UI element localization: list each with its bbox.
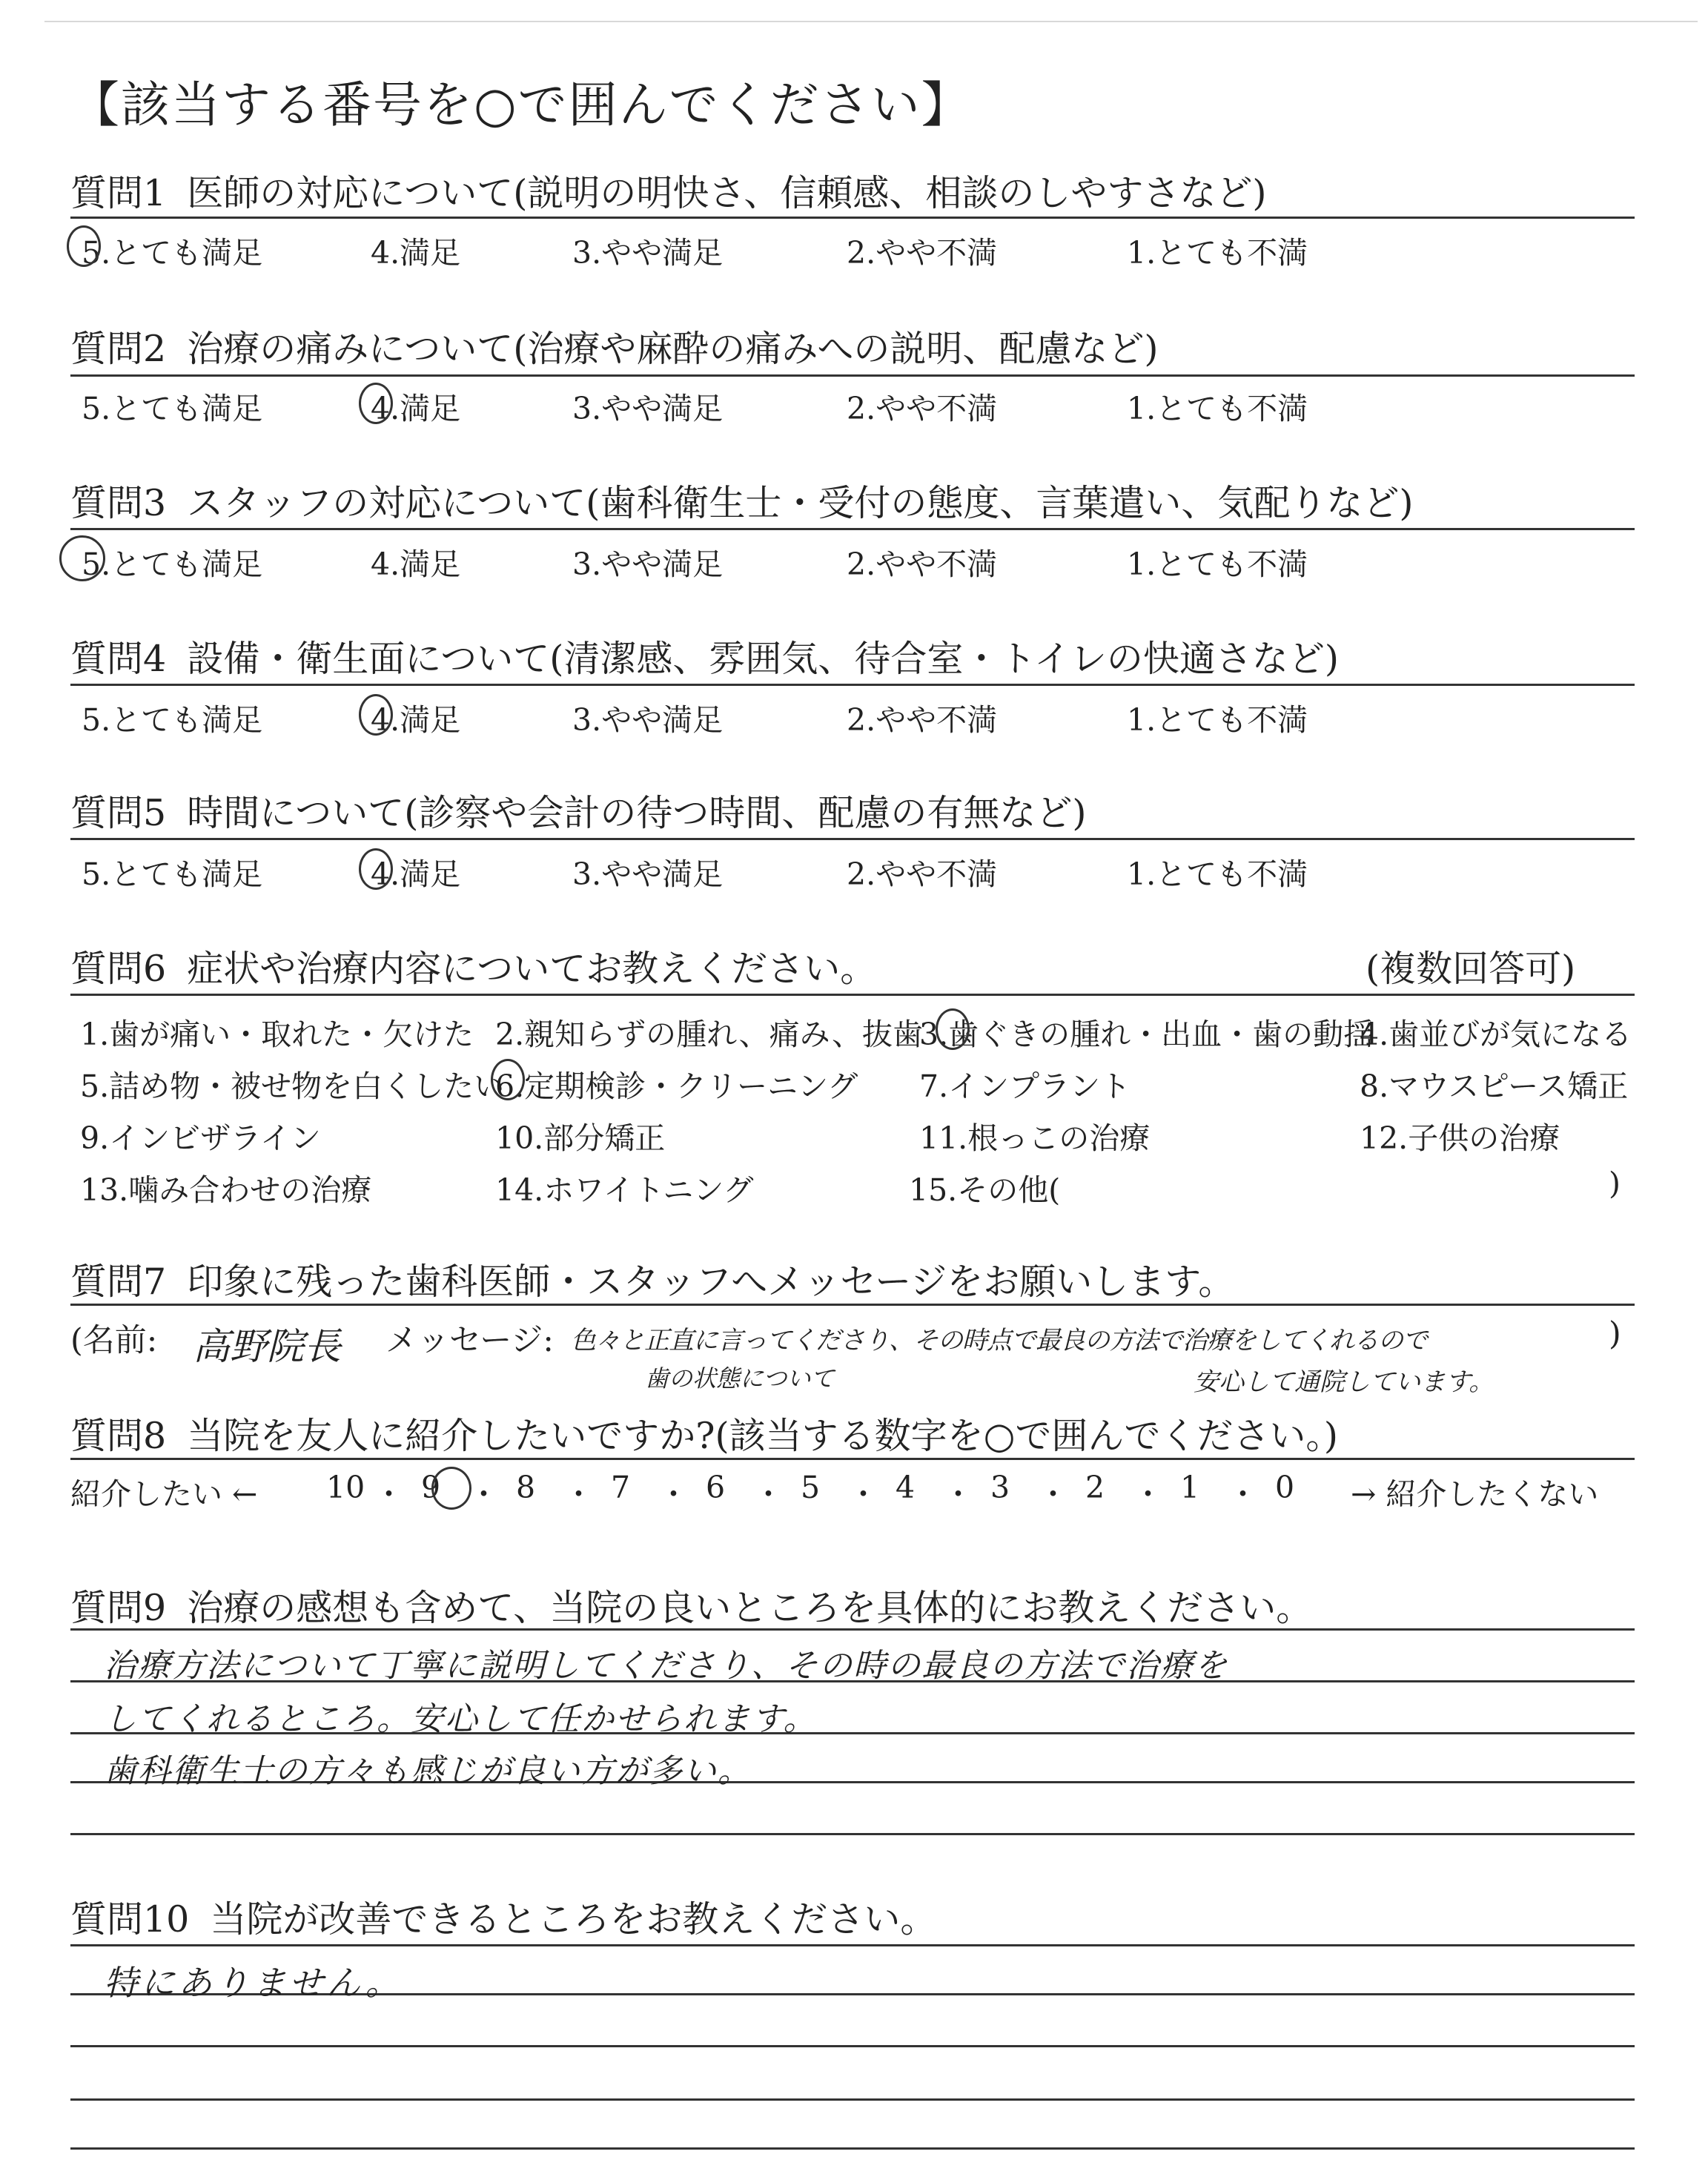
page-title: 【該当する番号を○で囲んでください】 bbox=[70, 76, 972, 133]
question-number: 質問10 bbox=[70, 1898, 190, 1941]
q6-option-6[interactable]: 6.定期検診・クリーニング bbox=[495, 1069, 858, 1104]
q6-option-7[interactable]: 7.インプラント bbox=[919, 1069, 1131, 1104]
q9-answer-line-2[interactable]: してくれるところ。安心して任かせられます。 bbox=[104, 1700, 818, 1738]
question-4 bbox=[70, 630, 1339, 682]
selection-circle bbox=[359, 383, 393, 424]
q1-option-4[interactable]: 4.満足 bbox=[371, 235, 461, 271]
question-number: 質問9 bbox=[70, 1587, 167, 1629]
q6-option-2[interactable]: 2.親知らずの腫れ、痛み、抜歯 bbox=[495, 1017, 924, 1052]
message-handwritten-line1[interactable]: 色々と正直に言ってくださり、その時点で最良の方法で治療をしてくれるので bbox=[571, 1326, 1427, 1355]
q6-option-9[interactable]: 9.インビザライン bbox=[80, 1120, 321, 1156]
q5-option-2[interactable]: 2.やや不満 bbox=[847, 856, 998, 892]
message-handwritten-insert: 歯の状態について bbox=[645, 1364, 835, 1393]
q3-option-1[interactable]: 1.とても不満 bbox=[1127, 546, 1308, 582]
question-text: 医師の対応について(説明の明快さ、信頼感、相談のしやすさなど) bbox=[187, 172, 1267, 214]
q9-answer-line-3[interactable]: 歯科衛生士の方々も感じが良い方が多い。 bbox=[104, 1752, 752, 1790]
answer-line bbox=[70, 2098, 1635, 2101]
scale-separator: ・ bbox=[563, 1476, 594, 1512]
question-text: 当院を友人に紹介したいですか?(該当する数字を○で囲んでください。) bbox=[187, 1415, 1338, 1457]
question-number: 質問6 bbox=[70, 948, 167, 990]
name-label: (名前: bbox=[70, 1322, 158, 1359]
name-value-handwritten[interactable]: 高野院長 bbox=[193, 1325, 341, 1368]
divider bbox=[70, 994, 1635, 996]
question-text: 印象に残った歯科医師・スタッフへメッセージをお願いします。 bbox=[187, 1261, 1235, 1303]
message-handwritten-line2[interactable]: 安心して通院しています。 bbox=[1194, 1367, 1494, 1397]
divider bbox=[70, 528, 1635, 530]
question-text: 症状や治療内容についてお教えください。 bbox=[187, 948, 877, 990]
selection-circle bbox=[936, 1008, 970, 1050]
q3-option-4[interactable]: 4.満足 bbox=[371, 546, 461, 582]
q6-option-12[interactable]: 12.子供の治療 bbox=[1360, 1120, 1560, 1156]
question-5 bbox=[70, 785, 1086, 836]
scale-value-9[interactable]: 9 bbox=[421, 1470, 441, 1505]
selection-circle bbox=[431, 1467, 471, 1510]
q6-option-8[interactable]: 8.マウスピース矯正 bbox=[1360, 1069, 1629, 1104]
question-number: 質問8 bbox=[70, 1415, 167, 1457]
question-7 bbox=[70, 1253, 1234, 1305]
q6-option-10[interactable]: 10.部分矯正 bbox=[495, 1120, 666, 1156]
q5-option-5[interactable]: 5.とても満足 bbox=[82, 856, 263, 892]
q3-option-5[interactable]: 5.とても満足 bbox=[82, 546, 263, 582]
divider bbox=[70, 1944, 1635, 1946]
q2-option-1[interactable]: 1.とても不満 bbox=[1127, 391, 1308, 426]
question-text: 設備・衛生面について(清潔感、雰囲気、待合室・トイレの快適さなど) bbox=[187, 638, 1339, 680]
question-text: 当院が改善できるところをお教えください。 bbox=[210, 1898, 937, 1941]
multiple-answer-note: (複数回答可) bbox=[1366, 948, 1576, 990]
q6-option-15[interactable]: 15.その他( bbox=[909, 1172, 1061, 1208]
scale-value-4[interactable]: 4 bbox=[896, 1470, 916, 1505]
question-number: 質問3 bbox=[70, 482, 167, 524]
q6-option-11[interactable]: 11.根っこの治療 bbox=[919, 1120, 1151, 1156]
recommend-right-label: → 紹介したくない bbox=[1351, 1476, 1599, 1512]
question-text: 治療の感想も含めて、当院の良いところを具体的にお教えください。 bbox=[187, 1587, 1313, 1629]
divider bbox=[70, 1458, 1635, 1460]
selection-circle bbox=[359, 848, 393, 890]
q4-option-3[interactable]: 3.やや満足 bbox=[572, 702, 724, 738]
scale-value-1[interactable]: 1 bbox=[1180, 1470, 1200, 1505]
q10-answer-line-1[interactable]: 特にありません。 bbox=[104, 1963, 403, 2003]
q1-option-3[interactable]: 3.やや満足 bbox=[572, 235, 724, 271]
question-text: スタッフの対応について(歯科衛生士・受付の態度、言葉遣い、気配りなど) bbox=[187, 482, 1414, 524]
q5-option-4[interactable]: 4.満足 bbox=[371, 856, 461, 892]
scale-separator: ・ bbox=[753, 1476, 784, 1512]
q2-option-5[interactable]: 5.とても満足 bbox=[82, 391, 263, 426]
divider bbox=[70, 684, 1635, 686]
question-number: 質問4 bbox=[70, 638, 167, 680]
scale-separator: ・ bbox=[1038, 1476, 1068, 1512]
divider bbox=[70, 1628, 1635, 1631]
q2-option-4[interactable]: 4.満足 bbox=[371, 391, 461, 426]
scale-value-2[interactable]: 2 bbox=[1085, 1470, 1105, 1505]
q1-option-5[interactable]: 5.とても満足 bbox=[82, 235, 263, 271]
question-2 bbox=[70, 320, 1158, 372]
question-text: 時間について(診察や会計の待つ時間、配慮の有無など) bbox=[187, 792, 1087, 834]
q6-option-4[interactable]: 4.歯並びが気になる bbox=[1360, 1017, 1632, 1052]
divider bbox=[70, 1304, 1635, 1306]
scale-value-10[interactable]: 10 bbox=[326, 1470, 365, 1505]
question-6 bbox=[70, 940, 876, 992]
scale-separator: ・ bbox=[943, 1476, 973, 1512]
scale-separator: ・ bbox=[469, 1476, 499, 1512]
question-9 bbox=[70, 1579, 1312, 1631]
q4-option-2[interactable]: 2.やや不満 bbox=[847, 702, 998, 738]
question-8 bbox=[70, 1407, 1338, 1459]
q6-option-5[interactable]: 5.詰め物・被せ物を白くしたい bbox=[80, 1069, 505, 1104]
question-text: 治療の痛みについて(治療や麻酔の痛みへの説明、配慮など) bbox=[187, 328, 1159, 370]
question-number: 質問2 bbox=[70, 328, 167, 370]
q2-option-2[interactable]: 2.やや不満 bbox=[847, 391, 998, 426]
recommend-left-label: 紹介したい ← bbox=[70, 1476, 258, 1512]
answer-line bbox=[70, 2147, 1635, 2150]
scale-value-6[interactable]: 6 bbox=[706, 1470, 726, 1505]
question-1 bbox=[70, 165, 1266, 217]
scale-separator: ・ bbox=[658, 1476, 689, 1512]
scale-separator: ・ bbox=[1133, 1476, 1163, 1512]
question-number: 質問1 bbox=[70, 172, 167, 214]
answer-line bbox=[70, 2045, 1635, 2047]
q1-option-1[interactable]: 1.とても不満 bbox=[1127, 235, 1308, 271]
q6-option-13[interactable]: 13.噛み合わせの治療 bbox=[80, 1172, 372, 1208]
scale-value-5[interactable]: 5 bbox=[801, 1470, 821, 1505]
scale-separator: ・ bbox=[1228, 1476, 1258, 1512]
selection-circle bbox=[491, 1059, 525, 1100]
q2-option-3[interactable]: 3.やや満足 bbox=[572, 391, 724, 426]
q6-option-3[interactable]: 3.歯ぐきの腫れ・出血・歯の動揺 bbox=[919, 1017, 1374, 1052]
selection-circle bbox=[359, 694, 393, 736]
selection-circle bbox=[67, 225, 101, 267]
q4-option-4[interactable]: 4.満足 bbox=[371, 702, 461, 738]
q5-option-3[interactable]: 3.やや満足 bbox=[572, 856, 724, 892]
q3-option-3[interactable]: 3.やや満足 bbox=[572, 546, 724, 582]
question-10 bbox=[70, 1891, 936, 1943]
divider bbox=[70, 838, 1635, 840]
scale-separator: ・ bbox=[848, 1476, 878, 1512]
question-number: 質問7 bbox=[70, 1261, 167, 1303]
message-label: メッセージ: bbox=[385, 1322, 554, 1359]
q6-option-14[interactable]: 14.ホワイトニング bbox=[495, 1172, 754, 1208]
q4-option-1[interactable]: 1.とても不満 bbox=[1127, 702, 1308, 738]
divider bbox=[70, 217, 1635, 219]
scale-value-8[interactable]: 8 bbox=[516, 1470, 536, 1505]
scale-separator: ・ bbox=[374, 1476, 404, 1512]
q6-other-close-paren: ) bbox=[1609, 1166, 1621, 1201]
question-3 bbox=[70, 475, 1413, 526]
divider bbox=[70, 374, 1635, 377]
scale-value-3[interactable]: 3 bbox=[990, 1470, 1010, 1505]
q9-answer-line-1[interactable]: 治療方法について丁寧に説明してくださり、その時の最良の方法で治療を bbox=[104, 1647, 1229, 1685]
scale-value-0[interactable]: 0 bbox=[1275, 1470, 1295, 1505]
question-number: 質問5 bbox=[70, 792, 167, 834]
message-close-paren: ) bbox=[1609, 1315, 1621, 1353]
q1-option-2[interactable]: 2.やや不満 bbox=[847, 235, 998, 271]
q6-option-1[interactable]: 1.歯が痛い・取れた・欠けた bbox=[80, 1017, 474, 1052]
scale-value-7[interactable]: 7 bbox=[611, 1470, 631, 1505]
q5-option-1[interactable]: 1.とても不満 bbox=[1127, 856, 1308, 892]
q3-option-2[interactable]: 2.やや不満 bbox=[847, 546, 998, 582]
page-top-border bbox=[44, 21, 1698, 22]
answer-line bbox=[70, 1833, 1635, 1835]
q4-option-5[interactable]: 5.とても満足 bbox=[82, 702, 263, 738]
selection-circle bbox=[59, 535, 105, 581]
